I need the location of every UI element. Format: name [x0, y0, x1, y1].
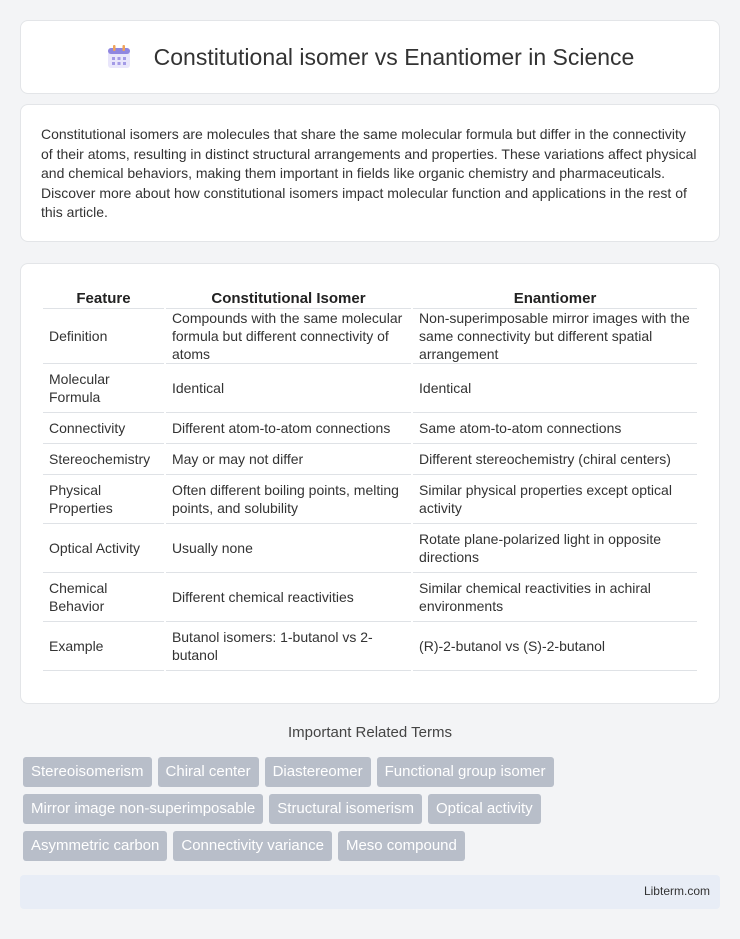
table-header-row: [43, 286, 697, 309]
tag-meso-compound[interactable]: Meso compound: [338, 831, 465, 861]
table-cell: Chemical Behavior: [43, 573, 164, 622]
tag-row: [23, 831, 723, 861]
table-row: [43, 309, 697, 364]
table-row: [43, 364, 697, 413]
table-cell: Optical Activity: [43, 524, 164, 573]
table-row: [43, 475, 697, 524]
header-constitutional-isomer: Constitutional Isomer: [166, 286, 411, 309]
table-cell: Stereochemistry: [43, 444, 164, 475]
tag-row: [23, 794, 723, 824]
table-cell: Usually none: [166, 524, 411, 573]
table-cell: Different atom-to-atom connections: [166, 413, 411, 444]
table-cell: May or may not differ: [166, 444, 411, 475]
table-cell: Different stereochemistry (chiral centers): [413, 444, 697, 475]
table-row: [43, 622, 697, 671]
table-cell: Identical: [166, 364, 411, 413]
footer: [20, 875, 720, 909]
table-cell: Physical Properties: [43, 475, 164, 524]
tag-asymmetric-carbon[interactable]: Asymmetric carbon: [23, 831, 167, 861]
table-cell: Molecular Formula: [43, 364, 164, 413]
table-cell: Compounds with the same molecular formula but different connectivity of atoms: [166, 309, 411, 364]
table-cell: (R)-2-butanol vs (S)-2-butanol: [413, 622, 697, 671]
tag-diastereomer[interactable]: Diastereomer: [265, 757, 371, 787]
table-cell: Example: [43, 622, 164, 671]
comparison-table-card: [20, 263, 720, 704]
header-feature: Feature: [43, 286, 164, 309]
comparison-table: [41, 286, 699, 671]
table-cell: Similar chemical reactivities in achiral environments: [413, 573, 697, 622]
table-cell: Connectivity: [43, 413, 164, 444]
table-cell: Butanol isomers: 1-butanol vs 2-butanol: [166, 622, 411, 671]
table-cell: Definition: [43, 309, 164, 364]
header-card: [20, 20, 720, 94]
table-cell: Similar physical properties except optical activity: [413, 475, 697, 524]
tag-stereoisomerism[interactable]: Stereoisomerism: [23, 757, 152, 787]
table-cell: Often different boiling points, melting points, and solubility: [166, 475, 411, 524]
page-title: Constitutional isomer vs Enantiomer in Science: [153, 43, 635, 70]
tag-connectivity-variance[interactable]: Connectivity variance: [173, 831, 332, 861]
table-row: [43, 573, 697, 622]
tag-row: [23, 757, 723, 787]
related-terms-tags: [23, 757, 723, 868]
table-cell: Rotate plane-polarized light in opposite directions: [413, 524, 697, 573]
table-row: [43, 524, 697, 573]
table-row: [43, 413, 697, 444]
table-cell: Different chemical reactivities: [166, 573, 411, 622]
related-terms-title: Important Related Terms: [288, 724, 452, 741]
table-cell: Non-superimposable mirror images with the same connectivity but different spatial arrangement: [413, 309, 697, 364]
table-cell: Same atom-to-atom connections: [413, 413, 697, 444]
tag-mirror-image[interactable]: Mirror image non-superimposable: [23, 794, 263, 824]
tag-structural-isomerism[interactable]: Structural isomerism: [269, 794, 422, 824]
calendar-icon: [106, 44, 132, 70]
table-row: [43, 444, 697, 475]
intro-text: Constitutional isomers are molecules that share the same molecular formula but differ in the connectivity of their atoms, resulting in distinct structural arrangements and properties. These variations affect physical and chemical behaviors, making them important in fields like organic chemistry and pharmaceuticals. Discover more about how constitutional isomers impact molecular function and applications in the rest of this article.: [41, 126, 697, 220]
table-cell: Identical: [413, 364, 697, 413]
footer-brand-link[interactable]: Libterm.com: [643, 884, 710, 898]
tag-optical-activity[interactable]: Optical activity: [428, 794, 541, 824]
tag-functional-group-isomer[interactable]: Functional group isomer: [377, 757, 554, 787]
tag-chiral-center[interactable]: Chiral center: [158, 757, 259, 787]
header-enantiomer: Enantiomer: [413, 286, 697, 309]
intro-card: [20, 104, 720, 242]
